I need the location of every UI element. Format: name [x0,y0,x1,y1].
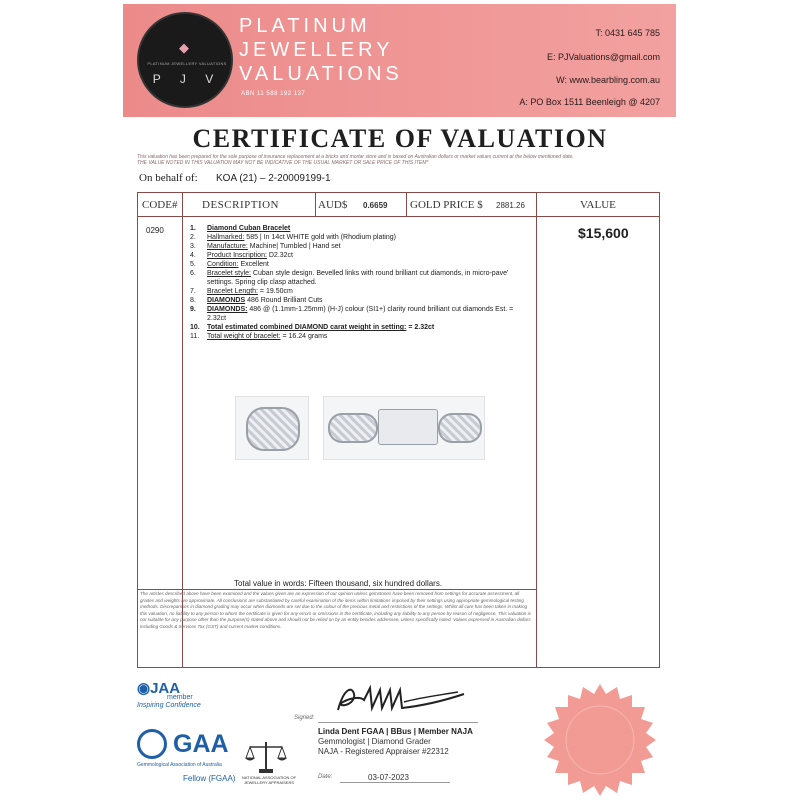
list-item: 5. Condition: Excellent [190,261,269,268]
list-item: 7. Bracelet Length: = 19.50cm [190,288,293,295]
contact-address: A: PO Box 1511 Beenleigh @ 4207 [519,97,660,107]
valuation-table [137,192,660,668]
list-item: 2. Hallmarked: 585 | In 14ct WHITE gold with (Rhodium plating) [190,234,396,241]
bracelet-photo-coiled [235,396,309,460]
gold-price: 2881.26 [496,201,525,210]
contact-email: E: PJValuations@gmail.com [546,52,660,62]
gaa-subtitle: Gemmological Association of Australia [137,762,222,768]
list-item: 8. DIAMONDS 486 Round Brilliant Cuts [190,297,323,304]
disclaimer-line-1: This valuation has been prepared for the sole purpose of insurance replacement at a bricks and mortar store and is based on Australian dollars or market values current at the below mentioned date. [137,154,574,160]
jaa-tagline: Inspiring Confidence [137,702,201,709]
brand-line-3: VALUATIONS [239,63,403,85]
divider [315,193,316,217]
handwritten-signature [330,680,470,720]
signature-line [318,722,478,723]
header-aud: AUD$ [318,199,348,211]
list-item: 10. Total estimated combined DIAMOND carat weight in setting: = 2.32ct [190,324,435,331]
valuation-amount: $15,600 [578,225,629,241]
aud-rate: 0.6659 [363,201,388,210]
list-item: 3. Manufacture: Machine| Tumbled | Hand set [190,243,341,250]
bracelet-link-icon [328,413,378,443]
disclaimer [137,154,667,166]
table-header [138,193,659,217]
scales-of-justice-icon [244,738,288,774]
behalf-value: KOA (21) – 2-20009199-1 [216,173,331,184]
item-code: 0290 [146,226,164,235]
signed-label: Signed: [294,715,315,721]
signer-registration: NAJA - Registered Appraiser #22312 [318,747,449,756]
jaa-member-logo [137,679,201,709]
bracelet-photo-closeup [323,396,485,460]
list-item: 6. Bracelet style: Cuban style design. Bevelled links with round brilliant cut diamonds, in micro-pave' settings. Spring clip clasp attached. [190,270,509,286]
header-value: VALUE [580,199,616,211]
certification-seal [540,680,660,800]
naja-caption: NATIONAL ASSOCIATION OF JEWELLERY APPRAISERS [241,775,297,785]
list-item: 11. Total weight of bracelet: = 16.24 grams [190,333,328,340]
gaa-fellow: Fellow (FGAA) [183,774,236,783]
divider [138,589,536,590]
header-description: DESCRIPTION [202,199,280,211]
date-label: Date: [318,774,333,780]
jaa-member-label: member [167,694,193,701]
contact-website: W: www.bearbling.com.au [556,75,660,85]
gaa-text: GAA [173,730,229,758]
list-item: 9. DIAMONDS: 486 @ (1.1mm-1.25mm) (H-J) colour (SI1+) clarity round brilliant cut diamonds Est. = 2.32ct [190,306,514,322]
abn-number: ABN 11 588 192 137 [241,91,306,97]
certificate-date: 03-07-2023 [368,773,409,782]
diamond-icon: ◆ [179,40,189,55]
logo-initials: P J V [152,72,222,86]
list-item: 4. Product Inscription: D2.32ct [190,252,293,259]
divider [536,193,537,667]
brand-name [239,14,403,86]
signer-name: Linda Dent FGAA | BBus | Member NAJA [318,727,473,736]
header-code: CODE# [142,199,178,211]
bracelet-clasp-icon [378,409,438,445]
bracelet-chain-icon [246,407,300,451]
header-banner [123,4,676,117]
certificate-title: CERTIFICATE OF VALUATION [192,124,608,153]
brand-line-2: JEWELLERY [239,39,394,61]
contact-phone: T: 0431 645 785 [595,28,660,38]
logo-small-text: PLATINUM JEWELLERY VALUATIONS [147,61,227,66]
brand-line-1: PLATINUM [239,15,371,37]
signer-role: Gemmologist | Diamond Grader [318,737,431,746]
gaa-emblem-icon [137,729,167,759]
divider [406,193,407,217]
list-item: 1. Diamond Cuban Bracelet [190,225,291,232]
header-gold-price: GOLD PRICE $ [410,199,483,211]
pjv-logo [137,12,233,108]
disclaimer-line-2: THE VALUE NOTED IN THIS VALUATION MAY NOT BE INDICATIVE OF THE USUAL MARKET OR SALE PRICE OF THIS ITEM* [137,160,429,166]
bracelet-link-icon [438,413,482,443]
total-value-in-words: Total value in words: Fifteen thousand, six hundred dollars. [233,579,443,588]
terms-fine-print: The articles described above have been examined and the values given are an expression of our opinion unless gemstones have been removed from settings for accurate assessment, all grades and weights are approximate. All conclusions are substantiated by careful examination of the items within limitations imposed by their settings using appropriate gemmological testing methods. Discrepancies in diamond grading may occur when diamonds are set due to the colour of the precious metal and restrictions of the settings. Whilst all care has been taken in making this valuation, no liability to any person to whom the certificate is given for any errors or omissions in the certificate, including any liability to any person by reason of negligence. This valuation is not suitable for any purpose other than the purpose(s) stated above and should not be relied on by an entity besides addressee, unless specifically noted. Values expressed in Australian dollars including Goods & Services Tax (GST) and current market conditions. [140,591,531,629]
jaa-logo-text: ◉JAA [137,680,181,697]
date-line [340,782,450,783]
item-description-list [190,224,530,341]
signer-block [318,727,473,757]
behalf-label: On behalf of: [139,172,198,184]
